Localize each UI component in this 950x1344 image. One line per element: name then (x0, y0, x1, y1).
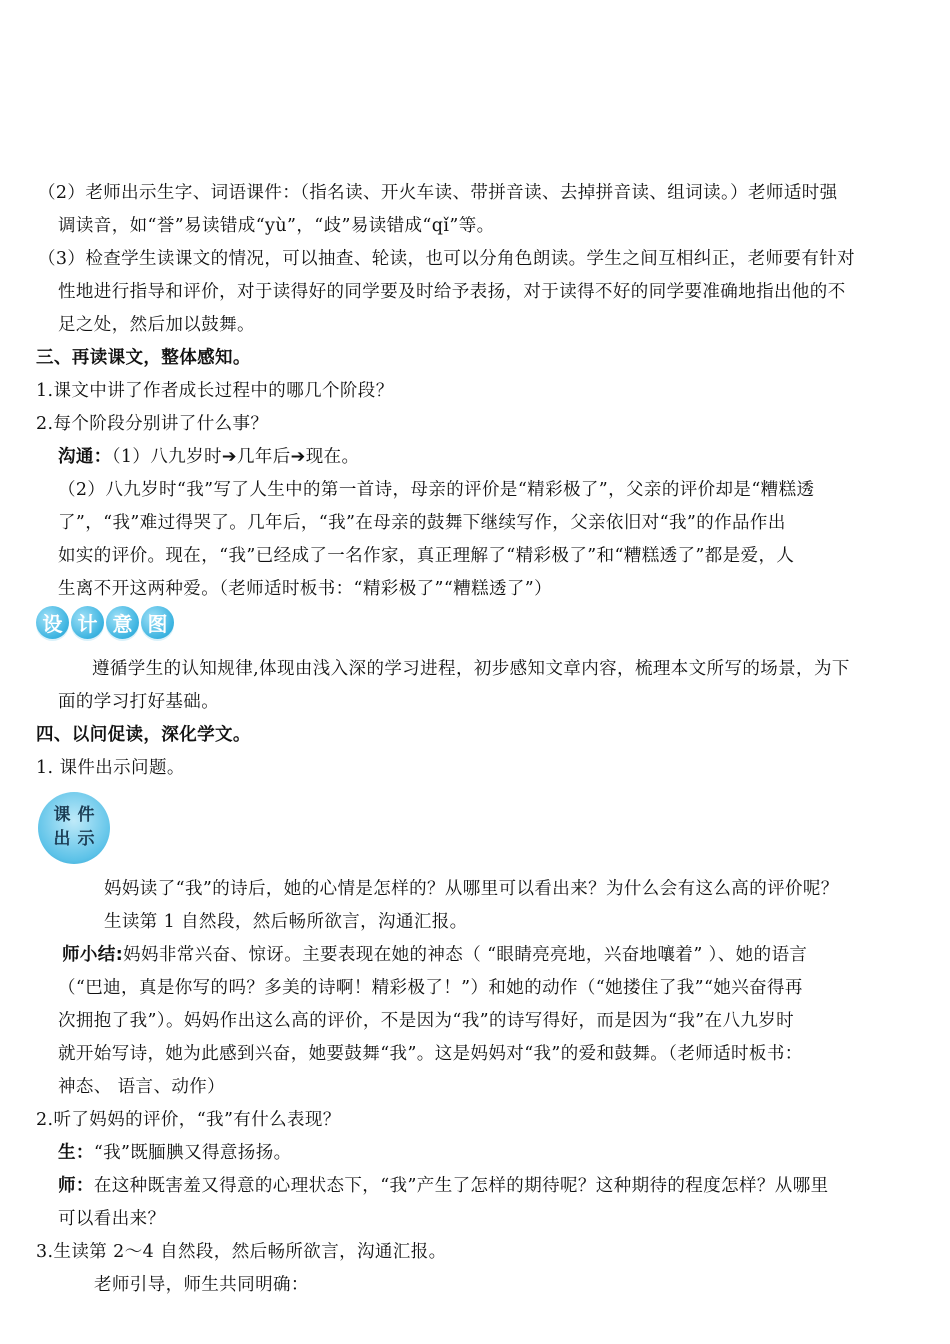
student-label: 生： (58, 1143, 94, 1163)
question-2: 2.每个阶段分别讲了什么事？ (36, 414, 269, 434)
teacher-summary-line-4: 就开始写诗，她为此感到兴奋，她要鼓舞“我”。这是妈妈对“我”的爱和鼓舞。（老师适时板书： (58, 1044, 803, 1064)
para-3-line-3: 足之处，然后加以鼓舞。 (58, 315, 255, 335)
step-2: 2.听了妈妈的评价，“我”有什么表现？ (36, 1110, 341, 1130)
student-answer (58, 1141, 292, 1165)
design-intent-line-1: 遵循学生的认知规律,体现由浅入深的学习进程，初步感知文章内容，梳理本文所写的场景，为下 (92, 659, 850, 679)
step-1: 1. 课件出示问题。 (36, 758, 185, 778)
para-3-line-2: 性地进行指导和评价，对于读得好的同学要及时给予表扬，对于读得不好的同学要准确地指出他的不 (58, 282, 846, 302)
step-3: 3.生读第 2～4 自然段，然后畅所欲言，沟通汇报。 (36, 1242, 447, 1262)
design-icon-char: 设 (36, 606, 69, 639)
design-icon-char: 意 (106, 606, 139, 639)
answer-2-line-3: 如实的评价。现在，“我”已经成了一名作家，真正理解了“精彩极了”和“糟糕透了”都是爱，人 (58, 546, 795, 566)
communication-text: （1）八九岁时➔几年后➔现在。 (111, 447, 360, 467)
teacher-label: 师： (58, 1176, 94, 1196)
design-icon-char: 图 (141, 606, 174, 639)
teacher-summary-line-3: 次拥抱了我”）。妈妈作出这么高的评价，不是因为“我”的诗写得好，而是因为“我”在八九岁时 (58, 1011, 795, 1031)
section-heading-4: 四、以问促读，深化学文。 (36, 725, 251, 745)
question-1: 1.课文中讲了作者成长过程中的哪几个阶段？ (36, 381, 394, 401)
para-2-line-2: 调读音，如“誉”易读错成“yù”，“歧”易读错成“qǐ”等。 (58, 216, 495, 236)
courseware-icon-char: 件 (77, 805, 95, 825)
communication-line (58, 445, 359, 469)
section-heading-3: 三、再读课文，整体感知。 (36, 348, 251, 368)
communication-label: 沟通： (58, 447, 112, 467)
courseware-icon (38, 792, 110, 864)
teacher-guide: 老师引导，师生共同明确： (94, 1275, 309, 1295)
design-intent-icon (36, 606, 174, 646)
teacher-question-line-2: 可以看出来？ (58, 1209, 166, 1229)
answer-2-line-1: （2）八九岁时“我”写了人生中的第一首诗，母亲的评价是“精彩极了”，父亲的评价却是“糟糕透 (58, 480, 815, 500)
courseware-icon-char: 示 (77, 829, 95, 849)
courseware-icon-char: 出 (53, 829, 71, 849)
para-3-line-1: （3）检查学生读课文的情况，可以抽查、轮读，也可以分角色朗读。学生之间互相纠正，老师要有针对 (38, 249, 856, 269)
teacher-summary-line-1 (62, 943, 807, 967)
teacher-summary-label: 师小结: (62, 945, 124, 965)
teacher-question-line-1 (58, 1174, 829, 1198)
student-reading: 生读第 1 自然段，然后畅所欲言，沟通汇报。 (104, 912, 468, 932)
teacher-summary-line-2: （“巴迪，真是你写的吗？多美的诗啊！精彩极了！”）和她的动作（“她搂住了我”“她兴奋得再 (58, 978, 803, 998)
para-2-line-1: （2）老师出示生字、词语课件：（指名读、开火车读、带拼音读、去掉拼音读、组词读。）老师适时强 (38, 183, 838, 203)
courseware-icon-char: 课 (53, 805, 71, 825)
answer-2-line-4: 生离不开这两种爱。（老师适时板书：“精彩极了”“糟糕透了”） (58, 579, 553, 599)
design-icon-char: 计 (71, 606, 104, 639)
answer-2-line-2: 了”，“我”难过得哭了。几年后，“我”在母亲的鼓舞下继续写作，父亲依旧对“我”的作品作出 (58, 513, 786, 533)
design-intent-line-2: 面的学习打好基础。 (58, 692, 220, 712)
mother-question: 妈妈读了“我”的诗后，她的心情是怎样的？从哪里可以看出来？为什么会有这么高的评价呢？ (104, 879, 839, 899)
teacher-summary-line-5: 神态、 语言、动作） (58, 1077, 226, 1097)
teacher-summary-text: 妈妈非常兴奋、惊讶。主要表现在她的神态（ “眼睛亮亮地，兴奋地嚷着” ）、她的语言 (123, 945, 808, 965)
teacher-question-text: 在这种既害羞又得意的心理状态下，“我”产生了怎样的期待呢？这种期待的程度怎样？从哪里 (93, 1176, 829, 1196)
student-answer-text: “我”既腼腆又得意扬扬。 (93, 1143, 292, 1163)
